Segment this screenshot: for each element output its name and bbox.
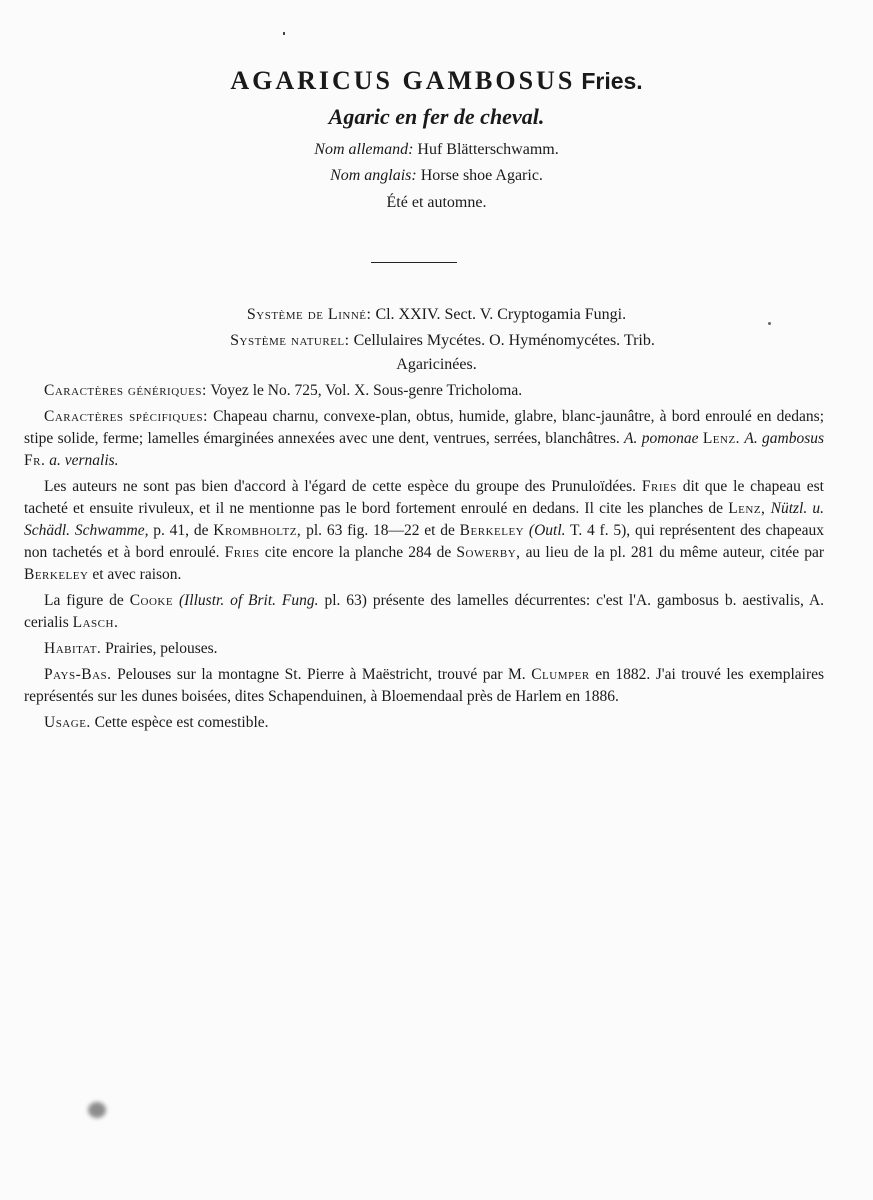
text-run: dit que le chapeau est tacheté et ensuite rivuleux, et il ne mentionne pas le bord fortement enroulé en dedans. Il cite les planches de [24, 478, 824, 517]
species-subtitle: Agaric en fer de cheval. [328, 104, 545, 129]
author-name: Lenz, [728, 500, 766, 517]
linne-system-line [0, 306, 873, 324]
specific-text: Chapeau charnu, convexe-plan, obtus, humide, glabre, blanc-jaunâtre, à bord enroulé en dedans; stipe solide, ferme; lamelles émarginées annexées avec une dent, ventrues, serrées, blanchâtres. [24, 408, 825, 447]
season-line: Été et automne. [386, 194, 487, 211]
generic-text: Voyez le No. 725, Vol. X. Sous-genre Tricholoma. [210, 382, 523, 399]
pays-bas-label: Pays-Bas. [44, 666, 112, 683]
work-title: Nützl. u. Schädl. Schwamme, [24, 500, 825, 539]
author-name: Lasch. [72, 614, 119, 631]
pays-bas-paragraph [24, 664, 824, 708]
text-run: T. 4 f. 5), qui représentent des chapeaux non tachetés et à bord enroulé. [24, 522, 825, 561]
authors-paragraph [24, 476, 824, 586]
habitat-paragraph [24, 638, 824, 660]
title-author: Fries. [581, 68, 643, 94]
habitat-text: Prairies, pelouses. [105, 640, 218, 657]
cooke-paragraph [24, 590, 824, 634]
german-name: Huf Blätterschwamm. [417, 141, 559, 158]
german-name-line [0, 141, 873, 159]
text-run: cite encore la planche 284 de [264, 544, 452, 561]
text-run: et avec raison. [92, 566, 182, 583]
author-name: Sowerby, [456, 544, 521, 561]
natural-system-line [0, 332, 873, 350]
specific-characters-paragraph [24, 406, 824, 472]
usage-paragraph [24, 712, 824, 734]
text-run: Pelouses sur la montagne St. Pierre à Maëstricht, trouvé par M. [117, 666, 526, 683]
divider-rule [371, 262, 457, 263]
usage-label: Usage. [44, 714, 91, 731]
synonym-author: Lenz. [702, 430, 741, 447]
usage-text: Cette espèce est comestible. [94, 714, 269, 731]
work-title: (Illustr. of Brit. Fung. [178, 592, 319, 609]
ink-blot [88, 1102, 106, 1118]
generic-label: Caractères génériques: [44, 382, 207, 399]
habitat-label: Habitat. [44, 640, 102, 657]
generic-characters-paragraph [24, 380, 824, 402]
english-name-label: Nom anglais: [330, 167, 417, 184]
text-run: en 1882. J'ai trouvé les exemplaires représentés sur les dunes boisées, dites Schapenduinen, à Bloemendaal près de Harlem en 1886. [24, 666, 825, 705]
naturel-value: Cellulaires Mycétes. O. Hyménomycétes. Trib. [353, 332, 655, 349]
synonym: A. gambosus [744, 430, 825, 447]
text-run: pl. 63 fig. 18—22 et de [306, 522, 455, 539]
naturel-label: Système naturel: [230, 332, 350, 349]
synonym-author: Fr. [24, 452, 46, 469]
species-title [0, 66, 873, 96]
author-name: Berkeley [24, 566, 89, 583]
author-name: Cooke [129, 592, 174, 609]
title-species-name: AGARICUS GAMBOSUS [230, 66, 576, 95]
synonym: a. vernalis. [49, 452, 119, 469]
author-name: Fries [641, 478, 677, 495]
english-name-line [0, 167, 873, 185]
linne-value: Cl. XXIV. Sect. V. Cryptogamia Fungi. [375, 306, 627, 323]
synonym: A. pomonae [624, 430, 699, 447]
text-run: p. 41, de [153, 522, 209, 539]
text-run: La figure de [44, 592, 124, 609]
author-name: Fries [224, 544, 260, 561]
specific-label: Caractères spécifiques: [44, 408, 208, 425]
text-run: au lieu de la pl. 281 du même auteur, citée par [525, 544, 825, 561]
author-name: Krombholtz, [213, 522, 302, 539]
german-name-label: Nom allemand: [314, 141, 414, 158]
natural-system-continuation: Agaricinées. [396, 356, 477, 373]
description-body [24, 380, 824, 738]
print-speck [283, 32, 285, 35]
text-run: Les auteurs ne sont pas bien d'accord à l'égard de cette espèce du groupe des Prunuloïdées. [44, 478, 637, 495]
english-name: Horse shoe Agaric. [420, 167, 543, 184]
author-name: Clumper [531, 666, 590, 683]
author-name: Berkeley [459, 522, 525, 539]
text-run: pl. 63) présente des lamelles décurrentes: c'est l'A. gambosus b. aestivalis, A. cerialis [24, 592, 825, 631]
linne-label: Système de Linné: [246, 306, 372, 323]
work-title: (Outl. [528, 522, 566, 539]
